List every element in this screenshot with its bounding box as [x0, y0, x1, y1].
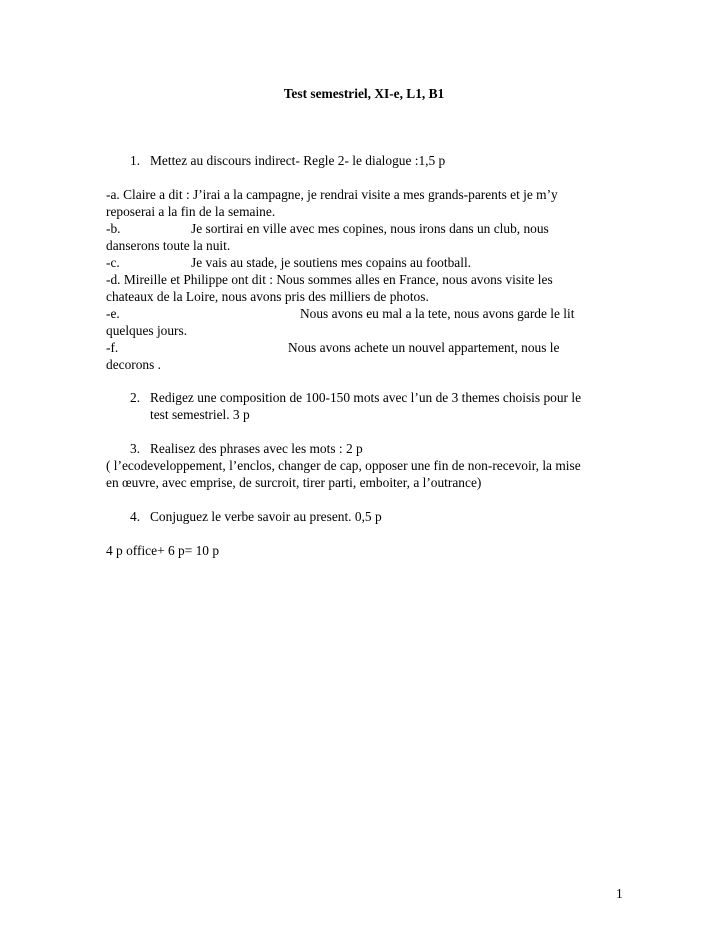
q1-item-d-line2: chateaux de la Loire, nous avons pris des milliers de photos.: [106, 289, 429, 304]
q1-number: 1.: [130, 153, 141, 168]
q1-item-f-line2: decorons .: [106, 357, 162, 372]
q2-number: 2.: [130, 390, 141, 405]
q1-item-c-line1: Je vais au stade, je soutiens mes copains au football.: [191, 255, 472, 270]
q1-item-a-line1: -a. Claire a dit : J’irai a la campagne, je rendrai visite a mes grands-parents et je m’y: [106, 187, 558, 202]
q1-item-d-line1: -d. Mireille et Philippe ont dit : Nous sommes alles en France, nous avons visite les: [106, 272, 553, 287]
page-number: 1: [616, 886, 623, 901]
q3-text: Realisez des phrases avec les mots : 2 p: [150, 441, 363, 456]
q4-number: 4.: [130, 509, 141, 524]
q1-item-b-line2: danserons toute la nuit.: [106, 238, 231, 253]
q1-item-b-label: -b.: [106, 221, 121, 236]
total-points: 4 p office+ 6 p= 10 p: [106, 543, 220, 558]
q1-item-f-label: -f.: [106, 340, 119, 355]
q4-text: Conjuguez le verbe savoir au present. 0,5 p: [150, 509, 382, 524]
q2-line1: Redigez une composition de 100-150 mots avec l’un de 3 themes choisis pour le: [150, 390, 582, 405]
document-title: Test semestriel, XI-e, L1, B1: [283, 86, 445, 101]
q2-line2: test semestriel. 3 p: [150, 407, 250, 422]
q1-item-e-line1: Nous avons eu mal a la tete, nous avons garde le lit: [300, 306, 575, 321]
q1-item-e-label: -e.: [106, 306, 120, 321]
q1-item-e-line2: quelques jours.: [106, 323, 188, 338]
q1-item-c-label: -c.: [106, 255, 120, 270]
q1-text: Mettez au discours indirect- Regle 2- le dialogue :1,5 p: [150, 153, 446, 168]
q1-item-b-line1: Je sortirai en ville avec mes copines, nous irons dans un club, nous: [191, 221, 549, 236]
q1-item-a-line2: reposerai a la fin de la semaine.: [106, 204, 276, 219]
q3-number: 3.: [130, 441, 141, 456]
q1-item-f-line1: Nous avons achete un nouvel appartement, nous le: [288, 340, 560, 355]
q3-line1: ( l’ecodeveloppement, l’enclos, changer de cap, opposer une fin de non-recevoir, la mise: [106, 458, 581, 473]
q3-line2: en œuvre, avec emprise, de surcroit, tirer parti, emboiter, a l’outrance): [106, 475, 482, 490]
